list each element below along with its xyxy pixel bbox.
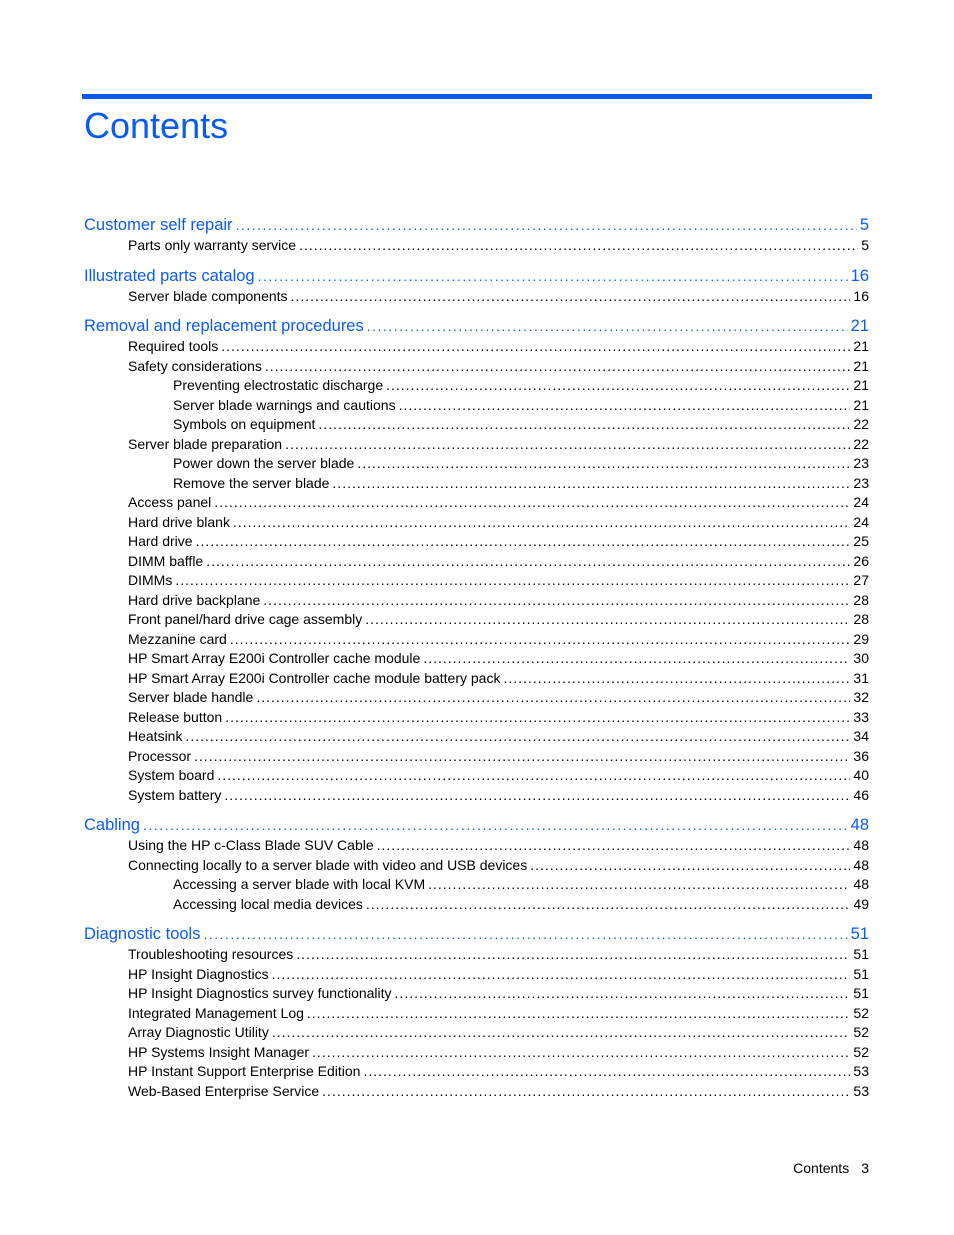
toc-entry-title: Symbols on equipment	[173, 416, 316, 432]
toc-entry-title: HP Instant Support Enterprise Edition	[128, 1063, 361, 1079]
dot-leader	[366, 895, 851, 915]
dot-leader	[272, 1023, 851, 1043]
toc-entry-title: Mezzanine card	[128, 630, 227, 647]
page-title: Contents	[84, 105, 229, 146]
toc-entry-page: 51	[853, 965, 869, 982]
toc-entry-title: System battery	[128, 786, 222, 803]
toc-entry-page: 16	[850, 266, 869, 285]
toc-section-link[interactable]	[84, 984, 869, 1004]
dot-leader	[377, 836, 851, 856]
toc-entry-title: HP Insight Diagnostics survey functionality	[128, 985, 392, 1001]
toc-section-link[interactable]	[84, 1082, 869, 1102]
dot-leader	[194, 747, 850, 767]
toc-entry-title: Server blade preparation	[128, 435, 283, 452]
toc-entry-title: Heatsink	[128, 728, 183, 744]
toc-entry-title: Array Diagnostic Utility	[128, 1024, 269, 1040]
page-footer	[793, 1158, 869, 1178]
toc-section-link[interactable]	[84, 532, 869, 552]
dot-leader	[423, 649, 850, 669]
dot-leader	[365, 610, 850, 630]
toc-section-link[interactable]	[84, 786, 869, 806]
toc-entry-page: 53	[853, 1063, 869, 1079]
toc-entry-title: Removal and replacement procedures	[84, 317, 364, 335]
toc-entry-title: Illustrated parts catalog	[84, 266, 255, 285]
toc-chapter-link[interactable]	[84, 814, 869, 836]
toc-entry-page: 5	[861, 237, 869, 253]
toc-entry-title: Integrated Management Log	[128, 1004, 304, 1021]
dot-leader	[307, 1004, 851, 1024]
table-of-contents	[84, 214, 869, 1101]
toc-entry-title: HP Smart Array E200i Controller cache module	[128, 650, 421, 666]
dot-leader	[175, 571, 850, 591]
toc-section-link[interactable]	[84, 1004, 869, 1024]
toc-entry-page: 28	[853, 611, 869, 627]
toc-entry-page: 24	[853, 494, 869, 510]
toc-section-link[interactable]	[84, 435, 869, 455]
toc-section-link[interactable]	[84, 396, 869, 416]
toc-entry-page: 52	[853, 1043, 869, 1060]
toc-entry-page: 49	[853, 895, 869, 912]
dot-leader	[357, 454, 850, 474]
toc-entry-page: 21	[853, 377, 869, 393]
dot-leader	[233, 513, 850, 533]
dot-leader	[265, 357, 851, 377]
dot-leader	[291, 287, 851, 307]
toc-section-link[interactable]	[84, 1023, 869, 1043]
dot-leader	[312, 1043, 850, 1063]
toc-entry-title: Server blade handle	[128, 689, 254, 705]
toc-entry-title: Access panel	[128, 494, 212, 510]
toc-entry-title: Diagnostic tools	[84, 925, 201, 943]
toc-entry-page: 52	[853, 1004, 869, 1021]
toc-section-link[interactable]	[84, 708, 869, 728]
dot-leader	[196, 532, 851, 552]
toc-entry-title: Preventing electrostatic discharge	[173, 377, 384, 393]
dot-leader	[225, 708, 850, 728]
toc-entry-page: 32	[853, 689, 869, 705]
toc-section-link[interactable]	[84, 747, 869, 767]
footer-page-number: 3	[861, 1160, 869, 1176]
dot-leader	[322, 1082, 850, 1102]
dot-leader	[363, 1062, 850, 1082]
toc-section-link[interactable]	[84, 727, 869, 747]
toc-entry-title: Customer self repair	[84, 216, 233, 234]
toc-entry-title: Remove the server blade	[173, 474, 330, 491]
toc-entry-page: 28	[853, 591, 869, 608]
toc-section-link[interactable]	[84, 415, 869, 435]
toc-entry-title: Hard drive backplane	[128, 591, 261, 608]
toc-section-link[interactable]	[84, 669, 869, 689]
toc-entry-title: Server blade warnings and cautions	[173, 396, 396, 413]
toc-chapter-link[interactable]	[84, 214, 869, 236]
toc-entry-title: Server blade components	[128, 287, 288, 304]
toc-entry-page: 48	[853, 876, 869, 892]
toc-entry-page: 30	[853, 650, 869, 666]
toc-entry-page: 29	[853, 630, 869, 647]
toc-section-link[interactable]	[84, 895, 869, 915]
toc-entry-title: Required tools	[128, 338, 219, 354]
dot-leader	[395, 984, 851, 1004]
dot-leader	[217, 766, 850, 786]
dot-leader	[214, 493, 850, 513]
dot-leader	[367, 315, 848, 337]
toc-entry-page: 51	[850, 925, 869, 943]
toc-entry-title: Parts only warranty service	[128, 237, 297, 253]
toc-section-link[interactable]	[84, 591, 869, 611]
toc-entry-page: 21	[853, 338, 869, 354]
toc-entry-title: Release button	[128, 708, 223, 725]
toc-entry-title: HP Insight Diagnostics	[128, 965, 269, 982]
toc-entry-page: 5	[859, 216, 869, 234]
dot-leader	[206, 552, 850, 572]
toc-section-link[interactable]	[84, 337, 869, 357]
dot-leader	[263, 591, 850, 611]
dot-leader	[236, 214, 857, 236]
toc-entry-title: Accessing a server blade with local KVM	[173, 876, 426, 892]
title-rule	[82, 94, 872, 99]
toc-entry-page: 51	[853, 985, 869, 1001]
toc-entry-page: 22	[853, 416, 869, 432]
dot-leader	[399, 396, 851, 416]
toc-entry-page: 34	[853, 728, 869, 744]
toc-entry-page: 27	[853, 572, 869, 588]
toc-section-link[interactable]	[84, 766, 869, 786]
dot-leader	[318, 415, 850, 435]
toc-chapter-link[interactable]	[84, 923, 869, 945]
toc-entry-page: 33	[853, 708, 869, 725]
dot-leader	[203, 923, 847, 945]
toc-entry-page: 23	[853, 455, 869, 471]
dot-leader	[285, 435, 850, 455]
toc-entry-page: 25	[853, 533, 869, 549]
toc-entry-title: Hard drive	[128, 533, 193, 549]
toc-section-link[interactable]	[84, 571, 869, 591]
toc-entry-page: 21	[853, 357, 869, 374]
toc-entry-page: 40	[853, 767, 869, 783]
toc-section-link[interactable]	[84, 454, 869, 474]
toc-section-link[interactable]	[84, 610, 869, 630]
toc-entry-title: DIMMs	[128, 572, 173, 588]
dot-leader	[143, 814, 848, 836]
toc-entry-title: Hard drive blank	[128, 513, 230, 530]
toc-entry-page: 24	[853, 513, 869, 530]
toc-section-link[interactable]	[84, 856, 869, 876]
dot-leader	[224, 786, 850, 806]
toc-section-link[interactable]	[84, 357, 869, 377]
toc-section-link[interactable]	[84, 875, 869, 895]
toc-entry-title: HP Systems Insight Manager	[128, 1043, 310, 1060]
toc-entry-page: 21	[853, 396, 869, 413]
dot-leader	[256, 688, 850, 708]
toc-entry-page: 48	[853, 856, 869, 873]
toc-section-link[interactable]	[84, 287, 869, 307]
toc-entry-page: 51	[853, 946, 869, 962]
dot-leader	[503, 669, 850, 689]
toc-section-link[interactable]	[84, 1043, 869, 1063]
toc-entry-page: 16	[853, 287, 869, 304]
toc-entry-page: 21	[850, 317, 869, 335]
toc-section-link[interactable]	[84, 552, 869, 572]
dot-leader	[230, 630, 851, 650]
toc-entry-title: Accessing local media devices	[173, 895, 363, 912]
toc-section-link[interactable]	[84, 688, 869, 708]
toc-entry-page: 31	[853, 669, 869, 686]
toc-entry-page: 23	[853, 474, 869, 491]
dot-leader	[299, 236, 858, 256]
toc-section-link[interactable]	[84, 649, 869, 669]
toc-entry-title: Front panel/hard drive cage assembly	[128, 611, 363, 627]
toc-entry-page: 52	[853, 1024, 869, 1040]
toc-section-link[interactable]	[84, 836, 869, 856]
footer-label: Contents	[793, 1160, 850, 1176]
toc-entry-title: Power down the server blade	[173, 455, 355, 471]
dot-leader	[428, 875, 850, 895]
dot-leader	[386, 376, 850, 396]
toc-entry-title: Web-Based Enterprise Service	[128, 1082, 320, 1099]
toc-entry-title: Connecting locally to a server blade with video and USB devices	[128, 856, 528, 873]
toc-entry-page: 48	[850, 816, 869, 834]
toc-section-link[interactable]	[84, 1062, 869, 1082]
toc-entry-page: 22	[853, 435, 869, 452]
dot-leader	[296, 945, 850, 965]
toc-entry-page: 53	[853, 1082, 869, 1099]
toc-entry-title: Cabling	[84, 816, 140, 834]
toc-entry-title: Processor	[128, 747, 192, 764]
dot-leader	[185, 727, 850, 747]
dot-leader	[332, 474, 850, 494]
toc-entry-page: 46	[853, 786, 869, 803]
toc-entry-title: HP Smart Array E200i Controller cache module battery pack	[128, 669, 501, 686]
toc-chapter-link[interactable]	[84, 315, 869, 337]
toc-chapter-link[interactable]	[84, 265, 869, 287]
toc-entry-title: Using the HP c-Class Blade SUV Cable	[128, 837, 374, 853]
toc-entry-page: 36	[853, 747, 869, 764]
toc-entry-title: System board	[128, 767, 215, 783]
toc-entry-title: Safety considerations	[128, 357, 262, 374]
toc-section-link[interactable]	[84, 945, 869, 965]
dot-leader	[258, 265, 848, 287]
toc-section-link[interactable]	[84, 376, 869, 396]
toc-entry-title: DIMM baffle	[128, 552, 204, 569]
dot-leader	[272, 965, 851, 985]
toc-section-link[interactable]	[84, 513, 869, 533]
toc-section-link[interactable]	[84, 236, 869, 256]
toc-entry-page: 48	[853, 837, 869, 853]
toc-section-link[interactable]	[84, 965, 869, 985]
toc-entry-page: 26	[853, 552, 869, 569]
toc-section-link[interactable]	[84, 493, 869, 513]
toc-section-link[interactable]	[84, 630, 869, 650]
dot-leader	[530, 856, 850, 876]
dot-leader	[221, 337, 850, 357]
toc-entry-title: Troubleshooting resources	[128, 946, 294, 962]
toc-section-link[interactable]	[84, 474, 869, 494]
